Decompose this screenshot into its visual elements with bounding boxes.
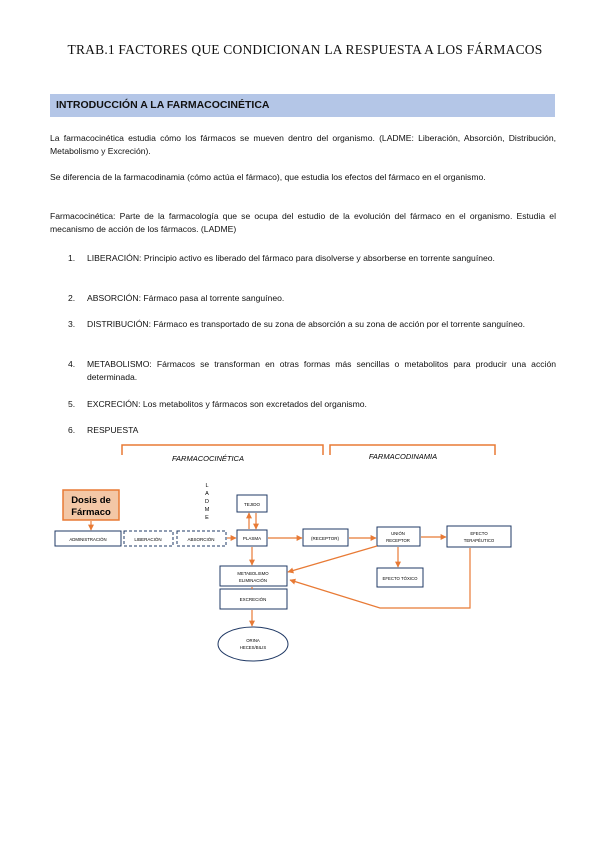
list-text: METABOLISMO: Fármacos se transforman en otras formas más sencillas o metabolitos para producir una acción determinada. [87, 359, 556, 382]
list-number: 5. [68, 399, 76, 409]
list-number: 3. [68, 319, 76, 329]
pk-label: FARMACOCINÉTICA [172, 454, 244, 463]
list-text: DISTRIBUCIÓN: Fármaco es transportado de su zona de absorción a su zona de acción por el torrente sanguíneo. [87, 319, 526, 329]
liberacion-label: LIBERACIÓN [134, 537, 162, 542]
list-text: EXCRECIÓN: Los metabolitos y fármacos son excretados del organismo. [87, 399, 367, 409]
pd-label: FARMACODINAMIA [368, 452, 438, 461]
efecto-terapeutico-label: TERAPÉUTICO [463, 538, 495, 543]
paragraph-farmacodinamia: Se diferencia de la farmacodinamia (cómo actúa el fármaco), que estudia los efectos del fármaco en el organismo. [50, 172, 486, 182]
union-receptor-box [377, 527, 420, 546]
list-number: 6. [68, 425, 76, 435]
list-number: 4. [68, 359, 76, 369]
paragraph-definition: Farmacocinética: Parte de la farmacología que se ocupa del estudio de la evolución del fármaco en el organismo. Estudia el mecanismo de acción de los fármacos. (LADME) [50, 211, 556, 234]
ladme-letter: L [205, 483, 209, 489]
ladme-letter: D [205, 499, 209, 505]
ladme-letter: E [205, 515, 209, 521]
dose-label: Dosis de [71, 495, 111, 506]
orina-label: ORINA [246, 638, 260, 643]
list-text: ABSORCIÓN: Fármaco pasa al torrente sanguíneo. [87, 293, 285, 303]
orina-ellipse [218, 627, 288, 661]
union-receptor-label: UNIÓN [391, 531, 405, 536]
list-number: 1. [68, 253, 76, 263]
list-text: LIBERACIÓN: Principio activo es liberado del fármaco para disolverse y absorberse en torrente sanguíneo. [87, 253, 495, 263]
metabolismo-box [220, 566, 287, 586]
dose-label: Fármaco [71, 507, 111, 518]
tejido-label: TEJIDO [243, 502, 261, 507]
excrecion-label: EXCRECIÓN [239, 597, 267, 602]
section-heading: INTRODUCCIÓN A LA FARMACOCINÉTICA [56, 99, 270, 111]
plasma-label: PLASMA [242, 536, 262, 541]
arrow-union-metabolismo [288, 546, 377, 572]
orina-label: HECES/BILIS [239, 645, 267, 650]
ladme-letter: A [205, 491, 209, 497]
list-number: 2. [68, 293, 76, 303]
absorcion-label: ABSORCIÓN [187, 537, 215, 542]
union-receptor-label: RECEPTOR [386, 538, 410, 543]
ladme-letter: M [204, 507, 210, 513]
paragraph-intro: La farmacocinética estudia cómo los fármacos se mueven dentro del organismo. (LADME: Liberación, Absorción, Distribución, Metabolismo y Excreción). [50, 133, 556, 156]
metabolismo-label: ELIMINACIÓN [239, 578, 267, 583]
efecto-toxico-label: EFECTO TÓXICO [382, 576, 418, 581]
metabolismo-label: METABOLISMO [237, 571, 269, 576]
efecto-terapeutico-label: EFECTO [470, 531, 488, 536]
efecto-terapeutico-box [447, 526, 511, 547]
page-title: TRAB.1 FACTORES QUE CONDICIONAN LA RESPUESTA A LOS FÁRMACOS [67, 42, 543, 57]
receptor-label: (RECEPTOR) [311, 536, 339, 541]
list-text: RESPUESTA [87, 425, 139, 435]
administracion-label: ADMINISTRACIÓN [69, 537, 107, 542]
